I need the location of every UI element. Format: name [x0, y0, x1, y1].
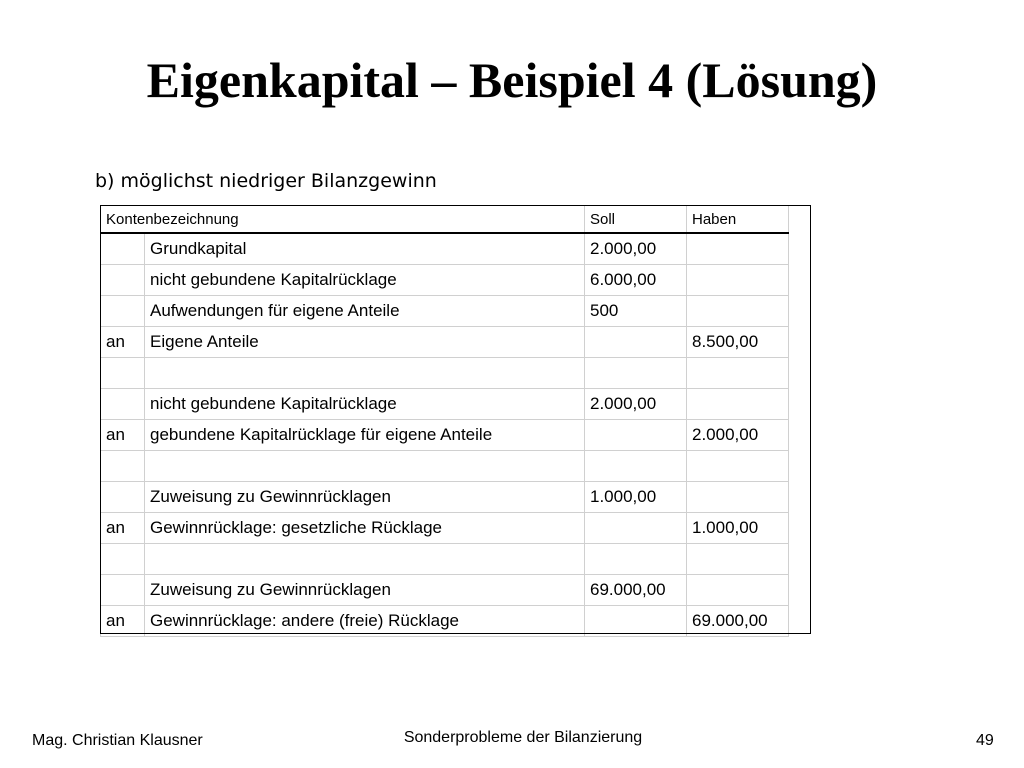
- header-account: Kontenbezeichnung: [101, 206, 585, 234]
- cell-account: [145, 451, 585, 482]
- footer-author: Mag. Christian Klausner: [32, 732, 203, 749]
- table-row: [101, 544, 789, 575]
- cell-an: [101, 389, 145, 420]
- cell-an: [101, 358, 145, 389]
- cell-account: Zuweisung zu Gewinnrücklagen: [145, 575, 585, 606]
- cell-soll: [585, 451, 687, 482]
- cell-haben: [687, 482, 789, 513]
- cell-soll: 6.000,00: [585, 265, 687, 296]
- cell-soll: [585, 420, 687, 451]
- table-row: [101, 265, 789, 296]
- cell-an: [101, 544, 145, 575]
- cell-an: [101, 451, 145, 482]
- cell-soll: 69.000,00: [585, 575, 687, 606]
- table-row: [101, 606, 789, 637]
- cell-account: Zuweisung zu Gewinnrücklagen: [145, 482, 585, 513]
- cell-haben: 69.000,00: [687, 606, 789, 637]
- cell-soll: [585, 606, 687, 637]
- cell-soll: 2.000,00: [585, 389, 687, 420]
- cell-haben: [687, 296, 789, 327]
- cell-haben: [687, 358, 789, 389]
- table-row: [101, 513, 789, 544]
- cell-soll: [585, 327, 687, 358]
- header-haben: Haben: [687, 206, 789, 234]
- table-row: [101, 358, 789, 389]
- cell-an: [101, 482, 145, 513]
- cell-haben: 1.000,00: [687, 513, 789, 544]
- cell-an: an: [101, 420, 145, 451]
- cell-soll: [585, 544, 687, 575]
- ledger-body: [101, 233, 789, 637]
- cell-account: nicht gebundene Kapitalrücklage: [145, 265, 585, 296]
- cell-haben: [687, 389, 789, 420]
- cell-an: [101, 575, 145, 606]
- cell-account: Gewinnrücklage: andere (freie) Rücklage: [145, 606, 585, 637]
- cell-soll: [585, 358, 687, 389]
- cell-haben: [687, 575, 789, 606]
- cell-soll: 500: [585, 296, 687, 327]
- table-row: [101, 233, 789, 265]
- cell-an: [101, 265, 145, 296]
- cell-account: [145, 544, 585, 575]
- cell-account: gebundene Kapitalrücklage für eigene Anteile: [145, 420, 585, 451]
- cell-haben: [687, 451, 789, 482]
- slide-title: Eigenkapital – Beispiel 4 (Lösung): [146, 52, 878, 108]
- cell-soll: 1.000,00: [585, 482, 687, 513]
- table-row: [101, 482, 789, 513]
- cell-account: Grundkapital: [145, 233, 585, 265]
- cell-an: an: [101, 513, 145, 544]
- table-row: [101, 327, 789, 358]
- cell-an: an: [101, 606, 145, 637]
- cell-haben: [687, 265, 789, 296]
- cell-haben: 2.000,00: [687, 420, 789, 451]
- cell-haben: [687, 233, 789, 265]
- cell-soll: [585, 513, 687, 544]
- cell-account: nicht gebundene Kapitalrücklage: [145, 389, 585, 420]
- table-row: [101, 296, 789, 327]
- table-row: [101, 389, 789, 420]
- slide-subtitle: b) möglichst niedriger Bilanzgewinn: [95, 170, 437, 192]
- header-soll: Soll: [585, 206, 687, 234]
- cell-an: an: [101, 327, 145, 358]
- ledger-table: [100, 205, 789, 637]
- table-row: [101, 420, 789, 451]
- cell-an: [101, 233, 145, 265]
- cell-account: Eigene Anteile: [145, 327, 585, 358]
- cell-soll: 2.000,00: [585, 233, 687, 265]
- cell-haben: 8.500,00: [687, 327, 789, 358]
- cell-account: [145, 358, 585, 389]
- cell-haben: [687, 544, 789, 575]
- table-header-row: [101, 206, 789, 234]
- footer-page-number: 49: [976, 732, 994, 749]
- footer-topic: Sonderprobleme der Bilanzierung: [403, 729, 643, 746]
- cell-an: [101, 296, 145, 327]
- cell-account: Gewinnrücklage: gesetzliche Rücklage: [145, 513, 585, 544]
- cell-account: Aufwendungen für eigene Anteile: [145, 296, 585, 327]
- table-row: [101, 575, 789, 606]
- table-row: [101, 451, 789, 482]
